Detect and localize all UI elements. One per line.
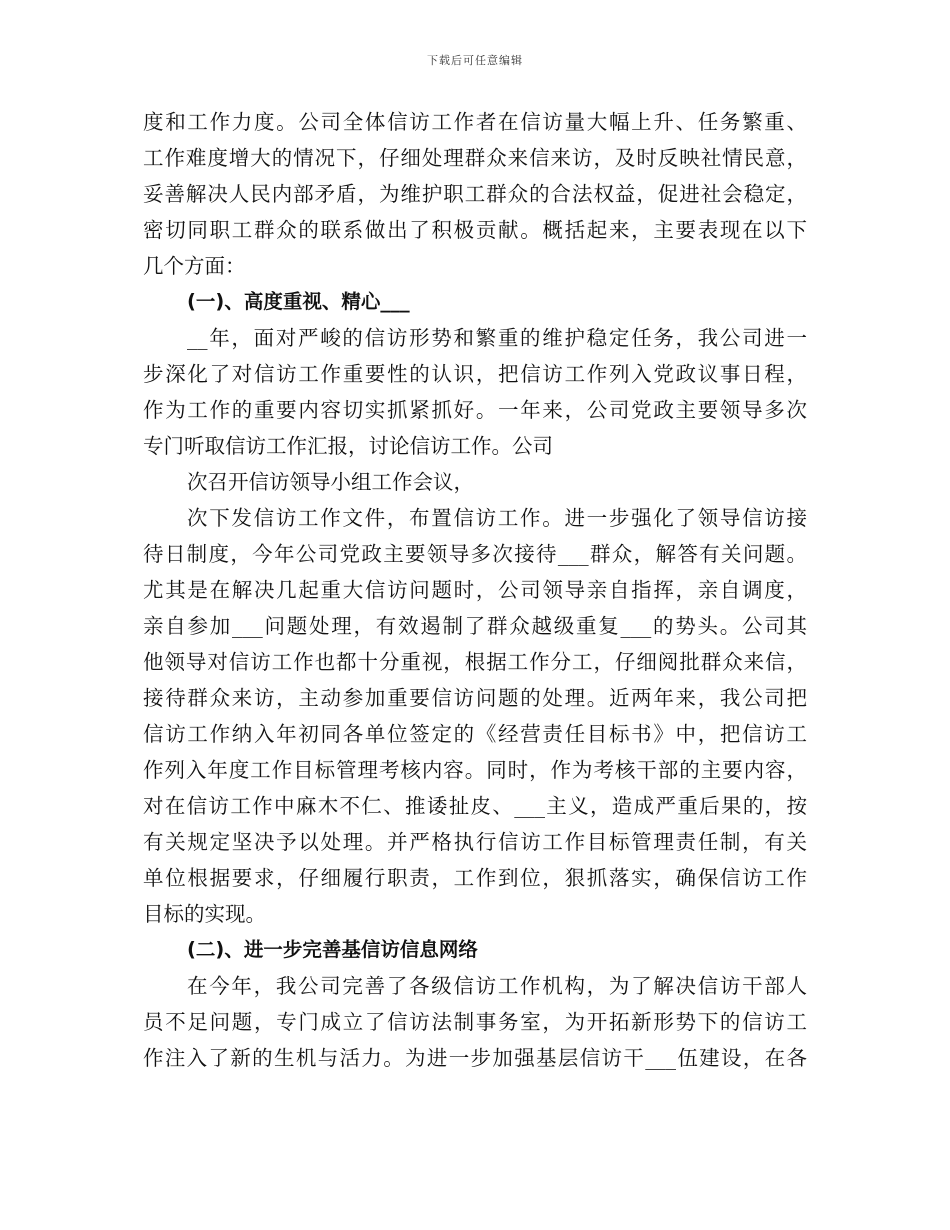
text-line: __年，面对严峻的信访形势和繁重的维护稳定任务，我公司进一 bbox=[187, 326, 807, 350]
text-line: 作注入了新的生机与活力。为进一步加强基层信访干___伍建设，在各 bbox=[143, 1046, 807, 1070]
text-line: 单位根据要求，仔细履行职责，工作到位，狠抓落实，确保信访工作 bbox=[143, 866, 807, 890]
text-line: 工作难度增大的情况下，仔细处理群众来信来访，及时反映社情民意， bbox=[143, 146, 807, 170]
section-heading: (一)、高度重视、精心___ bbox=[187, 290, 410, 313]
text-line: 密切同职工群众的联系做出了积极贡献。概括起来，主要表现在以下 bbox=[143, 218, 807, 242]
text-line: 次下发信访工作文件，布置信访工作。进一步强化了领导信访接 bbox=[187, 506, 807, 530]
text-line: 度和工作力度。公司全体信访工作者在信访量大幅上升、任务繁重、 bbox=[143, 110, 807, 134]
document-body bbox=[143, 104, 807, 1076]
text-line: 他领导对信访工作也都十分重视，根据工作分工，仔细阅批群众来信， bbox=[143, 650, 807, 674]
text-line: 接待群众来访，主动参加重要信访问题的处理。近两年来，我公司把 bbox=[143, 686, 807, 710]
text-line: 几个方面： bbox=[143, 254, 246, 278]
text-line: 目标的实现。 bbox=[143, 902, 266, 926]
text-line: 尤其是在解决几起重大信访问题时，公司领导亲自指挥，亲自调度， bbox=[143, 578, 807, 602]
page-header-note: 下载后可任意编辑 bbox=[427, 54, 523, 67]
text-line: 专门听取信访工作汇报，讨论信访工作。公司 bbox=[143, 434, 553, 458]
text-line: 有关规定坚决予以处理。并严格执行信访工作目标管理责任制，有关 bbox=[143, 830, 807, 854]
text-line: 作为工作的重要内容切实抓紧抓好。一年来，公司党政主要领导多次 bbox=[143, 398, 807, 422]
text-line: 信访工作纳入年初同各单位签定的《经营责任目标书》中，把信访工 bbox=[143, 722, 807, 746]
section-heading: (二)、进一步完善基信访信息网络 bbox=[187, 938, 478, 961]
text-line: 妥善解决人民内部矛盾，为维护职工群众的合法权益，促进社会稳定， bbox=[143, 182, 807, 206]
text-line: 次召开信访领导小组工作会议， bbox=[187, 470, 474, 494]
text-line: 作列入年度工作目标管理考核内容。同时，作为考核干部的主要内容， bbox=[143, 758, 807, 782]
text-line: 在今年，我公司完善了各级信访工作机构，为了解决信访干部人 bbox=[187, 974, 807, 998]
text-line: 对在信访工作中麻木不仁、推诿扯皮、___主义，造成严重后果的，按 bbox=[143, 794, 807, 818]
text-line: 待日制度，今年公司党政主要领导多次接待___群众，解答有关问题。 bbox=[143, 542, 807, 566]
text-line: 员不足问题，专门成立了信访法制事务室，为开拓新形势下的信访工 bbox=[143, 1010, 807, 1034]
text-line: 步深化了对信访工作重要性的认识，把信访工作列入党政议事日程， bbox=[143, 362, 807, 386]
text-line: 亲自参加___问题处理，有效遏制了群众越级重复___的势头。公司其 bbox=[143, 614, 807, 638]
